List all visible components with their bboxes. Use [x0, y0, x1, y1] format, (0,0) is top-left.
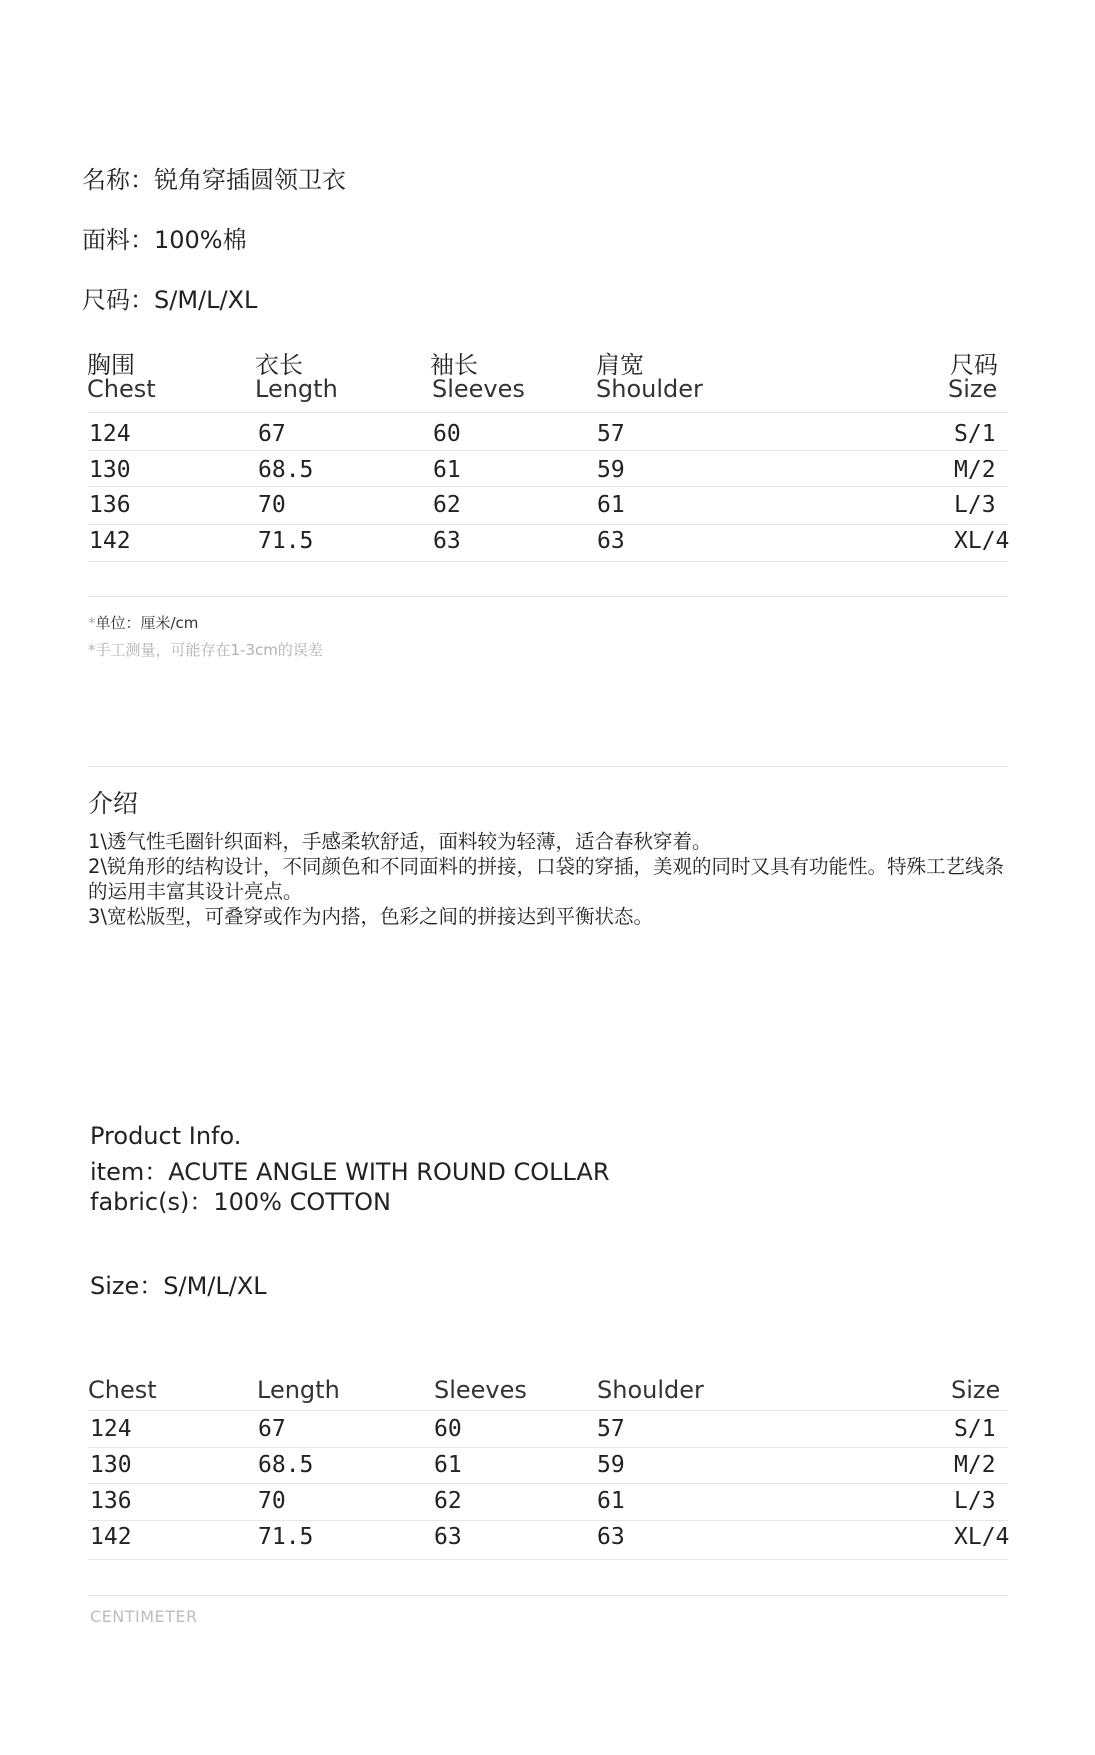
cell-size: L/3 [954, 492, 996, 518]
cell-sleeves: 61 [433, 457, 461, 483]
product-fabric-en: fabric(s)：100% COTTON [90, 1188, 391, 1216]
table-divider [88, 1559, 1008, 1560]
table-divider [88, 1520, 1008, 1521]
cell-sleeves: 62 [434, 1488, 462, 1514]
cell-shoulder: 63 [597, 1524, 625, 1550]
cell-size: S/1 [954, 421, 996, 447]
table-divider [88, 561, 1008, 562]
table-divider [88, 1483, 1008, 1484]
product-size: 尺码：S/M/L/XL [82, 286, 258, 314]
header-chest-en: Chest [87, 375, 156, 403]
cell-sleeves: 62 [433, 492, 461, 518]
cell-chest: 142 [90, 1524, 132, 1550]
cell-shoulder: 61 [597, 492, 625, 518]
cell-length: 67 [258, 1416, 286, 1442]
header-sleeves: Sleeves [434, 1376, 527, 1404]
cell-sleeves: 60 [434, 1416, 462, 1442]
cell-chest: 136 [90, 1488, 132, 1514]
cell-length: 68.5 [258, 1452, 314, 1478]
cell-chest: 136 [89, 492, 131, 518]
cell-size: L/3 [954, 1488, 996, 1514]
section-divider [88, 766, 1008, 767]
cell-size: M/2 [954, 1452, 996, 1478]
product-fabric: 面料：100%棉 [82, 226, 247, 254]
cell-shoulder: 61 [597, 1488, 625, 1514]
tolerance-note: *手工测量，可能存在1-3cm的误差 [88, 641, 323, 659]
header-shoulder: Shoulder [597, 1376, 704, 1404]
cell-length: 71.5 [258, 528, 314, 554]
unit-footer: CENTIMETER [90, 1607, 198, 1626]
cell-sleeves: 63 [433, 528, 461, 554]
header-length-en: Length [255, 375, 338, 403]
header-length: Length [257, 1376, 340, 1404]
header-size-en: Size [948, 375, 998, 403]
intro-line: 3\宽松版型，可叠穿或作为内搭，色彩之间的拼接达到平衡状态。 [88, 905, 653, 928]
header-size: Size [951, 1376, 1001, 1404]
product-item: item：ACUTE ANGLE WITH ROUND COLLAR [90, 1158, 610, 1186]
unit-note [88, 612, 198, 633]
cell-chest: 124 [90, 1416, 132, 1442]
cell-size: XL/4 [954, 528, 1010, 554]
table-divider [88, 1447, 1008, 1448]
header-shoulder-en: Shoulder [596, 375, 703, 403]
cell-shoulder: 57 [597, 1416, 625, 1442]
cell-length: 70 [258, 492, 286, 518]
cell-sleeves: 61 [434, 1452, 462, 1478]
cell-shoulder: 59 [597, 1452, 625, 1478]
cell-length: 68.5 [258, 457, 314, 483]
cell-size: XL/4 [954, 1524, 1010, 1550]
cell-shoulder: 59 [597, 457, 625, 483]
table-divider [88, 1410, 1008, 1411]
header-size-cn: 尺码 [950, 351, 998, 379]
header-chest: Chest [88, 1376, 157, 1404]
cell-chest: 142 [89, 528, 131, 554]
product-info-heading: Product Info. [90, 1122, 242, 1150]
header-chest-cn: 胸围 [87, 351, 135, 379]
table-divider [88, 486, 1008, 487]
cell-chest: 124 [89, 421, 131, 447]
cell-length: 70 [258, 1488, 286, 1514]
unit-note-star: * [88, 614, 96, 632]
table-divider [88, 450, 1008, 451]
header-length-cn: 衣长 [255, 351, 303, 379]
section-divider [88, 596, 1008, 597]
cell-length: 67 [258, 421, 286, 447]
header-sleeves-cn: 袖长 [430, 351, 478, 379]
cell-size: M/2 [954, 457, 996, 483]
section-divider [88, 1595, 1008, 1596]
cell-chest: 130 [89, 457, 131, 483]
table-divider [88, 524, 1008, 525]
intro-title: 介绍 [88, 789, 139, 818]
unit-note-text: 单位：厘米/cm [95, 614, 199, 632]
product-name: 名称：锐角穿插圆领卫衣 [82, 166, 346, 194]
product-size-en: Size：S/M/L/XL [90, 1272, 267, 1300]
cell-length: 71.5 [258, 1524, 314, 1550]
intro-line: 1\透气性毛圈针织面料，手感柔软舒适，面料较为轻薄，适合春秋穿着。 [88, 830, 712, 853]
table-divider [88, 412, 1008, 413]
cell-sleeves: 63 [434, 1524, 462, 1550]
intro-line: 2\锐角形的结构设计，不同颜色和不同面料的拼接，口袋的穿插，美观的同时又具有功能性。特殊工艺线条的运用丰富其设计亮点。 [88, 855, 1004, 903]
header-shoulder-cn: 肩宽 [596, 351, 644, 379]
intro-text [88, 829, 1008, 929]
cell-shoulder: 57 [597, 421, 625, 447]
cell-chest: 130 [90, 1452, 132, 1478]
cell-sleeves: 60 [433, 421, 461, 447]
cell-shoulder: 63 [597, 528, 625, 554]
cell-size: S/1 [954, 1416, 996, 1442]
header-sleeves-en: Sleeves [432, 375, 525, 403]
